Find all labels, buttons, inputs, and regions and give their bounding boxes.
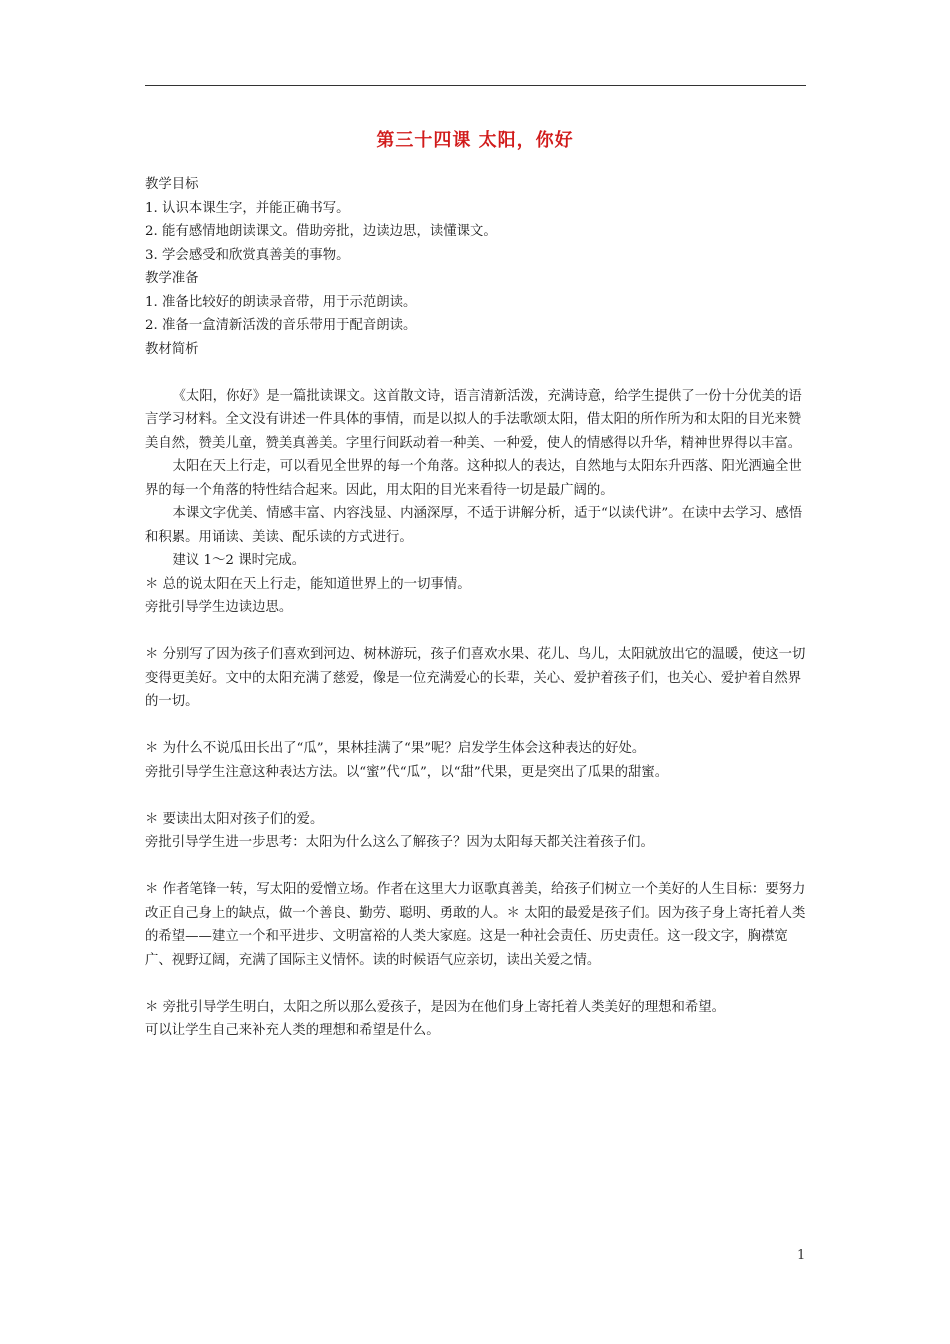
note-paragraph: ＊ 旁批引导学生明白，太阳之所以那么爱孩子，是因为在他们身上寄托着人类美好的理想和希望。 [145, 999, 726, 1015]
header-rule [145, 85, 806, 86]
note-paragraph: 旁批引导学生注意这种表达方法。以“蜜”代“瓜”，以“甜”代果，更是突出了瓜果的甜蜜。 [145, 764, 669, 780]
spacer [145, 855, 810, 879]
goal-item: 3. 学会感受和欣赏真善美的事物。 [145, 247, 350, 263]
note-paragraph: 旁批引导学生进一步思考：太阳为什么这么了解孩子？因为太阳每天都关注着孩子们。 [145, 835, 654, 850]
note-paragraph: ＊ 分别写了因为孩子们喜欢到河边、树林游玩，孩子们喜欢水果、花儿、鸟儿，太阳就放出它的温暖，使这一切变得更美好。文中的太阳充满了慈爱，像是一位充满爱心的长辈，关心、爱护着孩子们，也关心、爱护着自然界的一切。 [145, 647, 806, 709]
analysis-paragraph: 《太阳，你好》是一篇批读课文。这首散文诗，语言清新活泼，充满诗意，给学生提供了一份十分优美的语言学习材料。全文没有讲述一件具体的事情，而是以拟人的手法歌颂太阳，借太阳的所作所为和太阳的目光来赞美自然，赞美儿童，赞美真善美。字里行间跃动着一种美、一种爱，使人的情感得以升华，精神世界得以丰富。 [145, 388, 802, 451]
spacer [145, 620, 810, 644]
spacer [145, 784, 810, 808]
note-paragraph: ＊ 为什么不说瓜田长出了“瓜”，果林挂满了“果”呢？启发学生体会这种表达的好处。 [145, 741, 646, 756]
goal-item: 2. 能有感情地朗读课文。借助旁批，边读边思，读懂课文。 [145, 224, 497, 239]
goals-heading: 教学目标 [145, 177, 199, 192]
note-paragraph: ＊ 总的说太阳在天上行走，能知道世界上的一切事情。 [145, 576, 471, 592]
analysis-heading: 教材简析 [145, 341, 199, 357]
page-title: 第三十四课 太阳，你好 [376, 130, 574, 151]
spacer [145, 972, 810, 996]
note-paragraph: ＊ 要读出太阳对孩子们的爱。 [145, 811, 324, 827]
prep-item: 2. 准备一盒清新活泼的音乐带用于配音朗读。 [145, 318, 417, 333]
note-paragraph: ＊ 作者笔锋一转，写太阳的爱憎立场。作者在这里大力讴歌真善美，给孩子们树立一个美好的人生目标：要努力改正自己身上的缺点，做一个善良、勤劳、聪明、勇敢的人。＊ 太阳的最爱是孩子们。因为孩子身上寄托着人类的希望——建立一个和平进步、文明富裕的人类大家庭。这是一种社会责任、历史责任。这一段文字，胸襟宽广、视野辽阔，充满了国际主义情怀。读的时候语气应亲切，读出关爱之情。 [145, 882, 806, 968]
spacer [145, 361, 810, 385]
document-body [145, 173, 810, 1043]
analysis-paragraph: 太阳在天上行走，可以看见全世界的每一个角落。这种拟人的表达，自然地与太阳东升西落、阳光洒遍全世界的每一个角落的特性结合起来。因此，用太阳的目光来看待一切是最广阔的。 [145, 459, 802, 498]
prep-item: 1. 准备比较好的朗读录音带，用于示范朗读。 [145, 294, 417, 310]
prep-heading: 教学准备 [145, 271, 199, 286]
page-number: 1 [797, 1248, 806, 1263]
note-paragraph: 旁批引导学生边读边思。 [145, 600, 293, 615]
analysis-paragraph: 建议 1～2 课时完成。 [172, 553, 306, 568]
spacer [145, 714, 810, 738]
analysis-paragraph: 本课文字优美、情感丰富、内容浅显、内涵深厚，不适于讲解分析，适于“以读代讲”。在读中去学习、感悟和积累。用诵读、美读、配乐读的方式进行。 [145, 506, 803, 545]
note-paragraph: 可以让学生自己来补充人类的理想和希望是什么。 [145, 1023, 440, 1038]
goal-item: 1. 认识本课生字，并能正确书写。 [145, 200, 350, 216]
